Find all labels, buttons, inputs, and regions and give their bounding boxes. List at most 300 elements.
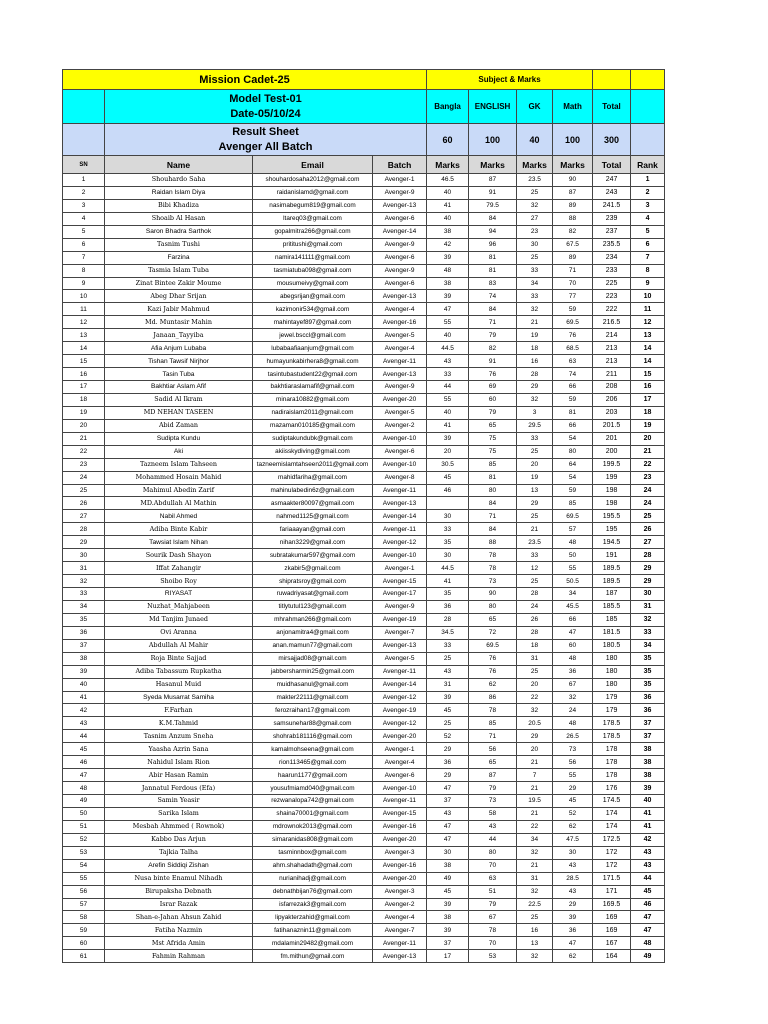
sn-cell: 23 xyxy=(63,458,105,471)
english-cell: 79 xyxy=(469,406,517,419)
total-cell: 213 xyxy=(593,342,631,355)
name-cell: Abir Hasan Ramin xyxy=(105,769,253,782)
bangla-cell: 39 xyxy=(427,432,469,445)
sn-cell: 28 xyxy=(63,523,105,536)
math-cell: 80 xyxy=(553,445,593,458)
email-cell: nasimabegum819@gmail.com xyxy=(253,199,373,212)
batch-cell: Avenger-4 xyxy=(373,342,427,355)
total-cell: 211 xyxy=(593,368,631,381)
english-cell: 73 xyxy=(469,795,517,808)
bangla-cell: 17 xyxy=(427,950,469,963)
rank-cell: 7 xyxy=(631,251,665,264)
table-row xyxy=(63,329,665,342)
gk-cell: 25 xyxy=(517,575,553,588)
rank-cell: 37 xyxy=(631,730,665,743)
math-cell: 89 xyxy=(553,251,593,264)
rank-cell: 26 xyxy=(631,523,665,536)
math-cell: 73 xyxy=(553,743,593,756)
rank-cell: 20 xyxy=(631,432,665,445)
english-cell: 78 xyxy=(469,704,517,717)
name-cell: Abdullah Al Mahir xyxy=(105,639,253,652)
english-cell: 63 xyxy=(469,872,517,885)
english-cell: 73 xyxy=(469,575,517,588)
math-cell: 29 xyxy=(553,898,593,911)
english-cell: 75 xyxy=(469,445,517,458)
table-row xyxy=(63,510,665,523)
name-cell: Tajkia Talha xyxy=(105,846,253,859)
sn-cell: 15 xyxy=(63,355,105,368)
subject-math: Math xyxy=(553,90,593,124)
batch-cell: Avenger-5 xyxy=(373,406,427,419)
math-cell: 48 xyxy=(553,536,593,549)
table-row xyxy=(63,575,665,588)
subject-total: Total xyxy=(593,90,631,124)
total-cell: 203 xyxy=(593,406,631,419)
table-row xyxy=(63,523,665,536)
english-cell: 71 xyxy=(469,316,517,329)
sn-cell: 1 xyxy=(63,174,105,187)
bangla-cell: 35 xyxy=(427,536,469,549)
total-cell: 178 xyxy=(593,769,631,782)
total-cell: 185 xyxy=(593,613,631,626)
total-cell: 187 xyxy=(593,588,631,601)
english-cell: 76 xyxy=(469,665,517,678)
bangla-cell: 40 xyxy=(427,212,469,225)
name-cell: MD.Abdullah Al Mathin xyxy=(105,497,253,510)
gk-cell: 19 xyxy=(517,329,553,342)
bangla-cell: 39 xyxy=(427,924,469,937)
email-cell: ltareq03@gmail.com xyxy=(253,212,373,225)
math-cell: 36 xyxy=(553,665,593,678)
math-cell: 88 xyxy=(553,212,593,225)
table-row xyxy=(63,885,665,898)
table-row xyxy=(63,342,665,355)
sn-cell: 53 xyxy=(63,846,105,859)
sn-cell: 16 xyxy=(63,368,105,381)
empty-cell xyxy=(63,124,105,156)
batch-cell: Avenger-12 xyxy=(373,536,427,549)
email-cell: isfarrezak3@gmail.com xyxy=(253,898,373,911)
gk-cell: 21 xyxy=(517,523,553,536)
bangla-cell: 38 xyxy=(427,277,469,290)
bangla-cell: 44.5 xyxy=(427,342,469,355)
rank-cell: 45 xyxy=(631,885,665,898)
math-cell: 52 xyxy=(553,807,593,820)
gk-cell: 32 xyxy=(517,303,553,316)
bangla-cell: 40 xyxy=(427,329,469,342)
math-cell: 55 xyxy=(553,769,593,782)
bangla-cell: 45 xyxy=(427,704,469,717)
email-cell: akiisskydiving@gmail.com xyxy=(253,445,373,458)
bangla-cell xyxy=(427,497,469,510)
sn-cell: 42 xyxy=(63,704,105,717)
bangla-cell: 47 xyxy=(427,820,469,833)
name-cell: Farzina xyxy=(105,251,253,264)
name-cell: K.M.Tahmid xyxy=(105,717,253,730)
sn-cell: 61 xyxy=(63,950,105,963)
batch-cell: Avenger-13 xyxy=(373,950,427,963)
math-cell: 34 xyxy=(553,588,593,601)
rank-cell: 8 xyxy=(631,264,665,277)
total-cell: 213 xyxy=(593,355,631,368)
table-row xyxy=(63,626,665,639)
bangla-cell: 48 xyxy=(427,264,469,277)
table-row xyxy=(63,950,665,963)
table-row xyxy=(63,458,665,471)
math-cell: 89 xyxy=(553,199,593,212)
total-cell: 180 xyxy=(593,678,631,691)
rank-cell: 36 xyxy=(631,704,665,717)
email-cell: shouhardosaha2012@gmail.com xyxy=(253,174,373,187)
math-cell: 56 xyxy=(553,756,593,769)
rank-cell: 17 xyxy=(631,393,665,406)
math-cell: 87 xyxy=(553,186,593,199)
sn-cell: 17 xyxy=(63,381,105,394)
email-cell: lubabaafiaanjum@gmail.com xyxy=(253,342,373,355)
name-cell: Sourik Dash Shayon xyxy=(105,549,253,562)
batch-cell: Avenger-3 xyxy=(373,885,427,898)
math-cell: 26.5 xyxy=(553,730,593,743)
bangla-cell: 34.5 xyxy=(427,626,469,639)
batch-label: Avenger All Batch xyxy=(218,140,313,153)
bangla-cell: 36 xyxy=(427,600,469,613)
batch-cell: Avenger-10 xyxy=(373,458,427,471)
gk-cell: 29.5 xyxy=(517,419,553,432)
email-cell: jabbersharmin25@gmail.com xyxy=(253,665,373,678)
bangla-cell: 38 xyxy=(427,225,469,238)
total-cell: 172.5 xyxy=(593,833,631,846)
email-cell: asmaakter80097@gmail.com xyxy=(253,497,373,510)
gk-cell: 33 xyxy=(517,290,553,303)
gk-cell: 19 xyxy=(517,471,553,484)
gk-cell: 25 xyxy=(517,186,553,199)
sn-cell: 31 xyxy=(63,562,105,575)
bangla-cell: 43 xyxy=(427,807,469,820)
gk-cell: 3 xyxy=(517,406,553,419)
table-row xyxy=(63,872,665,885)
sn-cell: 44 xyxy=(63,730,105,743)
gk-cell: 13 xyxy=(517,937,553,950)
empty-cell xyxy=(593,70,631,90)
gk-cell: 22 xyxy=(517,691,553,704)
batch-cell: Avenger-12 xyxy=(373,691,427,704)
name-cell: Kabbo Das Arjun xyxy=(105,833,253,846)
total-cell: 234 xyxy=(593,251,631,264)
math-cell: 59 xyxy=(553,484,593,497)
rank-cell: 25 xyxy=(631,510,665,523)
bangla-cell: 29 xyxy=(427,769,469,782)
english-cell: 84 xyxy=(469,523,517,536)
gk-cell: 20 xyxy=(517,678,553,691)
bangla-cell: 38 xyxy=(427,911,469,924)
rank-cell: 35 xyxy=(631,652,665,665)
rank-cell: 47 xyxy=(631,911,665,924)
email-cell: prititushi@gmail.com xyxy=(253,238,373,251)
email-cell: yousufmiamd040@gmail.com xyxy=(253,782,373,795)
batch-cell: Avenger-9 xyxy=(373,264,427,277)
math-cell: 67 xyxy=(553,678,593,691)
total-cell: 200 xyxy=(593,445,631,458)
total-cell: 180.5 xyxy=(593,639,631,652)
table-row xyxy=(63,445,665,458)
batch-cell: Avenger-10 xyxy=(373,432,427,445)
gk-cell: 34 xyxy=(517,833,553,846)
rank-cell: 44 xyxy=(631,872,665,885)
gk-cell: 29 xyxy=(517,497,553,510)
email-cell: haarun1177@gmail.com xyxy=(253,769,373,782)
math-cell: 54 xyxy=(553,471,593,484)
name-cell: Shoaib Al Hasan xyxy=(105,212,253,225)
math-cell: 82 xyxy=(553,225,593,238)
batch-cell: Avenger-16 xyxy=(373,820,427,833)
name-cell: Mahimul Abedin Zarif xyxy=(105,484,253,497)
math-cell: 81 xyxy=(553,406,593,419)
gk-cell: 32 xyxy=(517,393,553,406)
email-cell: mousumeivy@gmail.com xyxy=(253,277,373,290)
batch-cell: Avenger-15 xyxy=(373,575,427,588)
full-marks-english: 100 xyxy=(469,124,517,156)
batch-cell: Avenger-20 xyxy=(373,730,427,743)
math-cell: 32 xyxy=(553,691,593,704)
email-cell: nurianihadj@gmail.com xyxy=(253,872,373,885)
batch-cell: Avenger-4 xyxy=(373,303,427,316)
bangla-cell: 35 xyxy=(427,588,469,601)
batch-cell: Avenger-1 xyxy=(373,562,427,575)
english-cell: 69.5 xyxy=(469,639,517,652)
name-cell: Tasnim Anzum Sneha xyxy=(105,730,253,743)
gk-cell: 19.5 xyxy=(517,795,553,808)
english-cell: 87 xyxy=(469,769,517,782)
name-cell: Tasnim Tushi xyxy=(105,238,253,251)
bangla-cell: 39 xyxy=(427,290,469,303)
email-cell: kazimonir534@gmail.com xyxy=(253,303,373,316)
email-cell: sudiptakundubk@gmail.com xyxy=(253,432,373,445)
english-cell: 65 xyxy=(469,613,517,626)
email-cell: tasmiatuba098@gmail.com xyxy=(253,264,373,277)
bangla-cell: 30 xyxy=(427,846,469,859)
total-cell: 235.5 xyxy=(593,238,631,251)
table-row xyxy=(63,756,665,769)
bangla-cell: 38 xyxy=(427,859,469,872)
sn-cell: 25 xyxy=(63,484,105,497)
table-row xyxy=(63,264,665,277)
email-cell: nahmed1125@gmail.com xyxy=(253,510,373,523)
math-cell: 74 xyxy=(553,368,593,381)
bangla-cell: 55 xyxy=(427,316,469,329)
bangla-cell: 39 xyxy=(427,691,469,704)
sn-cell: 54 xyxy=(63,859,105,872)
name-cell: Tishan Tawsif Nirjhor xyxy=(105,355,253,368)
rank-cell: 13 xyxy=(631,329,665,342)
sn-cell: 11 xyxy=(63,303,105,316)
gk-cell: 24 xyxy=(517,600,553,613)
gk-cell: 18 xyxy=(517,342,553,355)
full-marks-gk: 40 xyxy=(517,124,553,156)
bangla-cell: 41 xyxy=(427,575,469,588)
gk-cell: 12 xyxy=(517,562,553,575)
bangla-cell: 43 xyxy=(427,355,469,368)
total-cell: 189.5 xyxy=(593,575,631,588)
batch-cell: Avenger-7 xyxy=(373,626,427,639)
english-cell: 78 xyxy=(469,924,517,937)
sn-cell: 48 xyxy=(63,782,105,795)
english-cell: 78 xyxy=(469,562,517,575)
english-cell: 91 xyxy=(469,186,517,199)
name-cell: Raidan Islam Diya xyxy=(105,186,253,199)
rank-cell: 18 xyxy=(631,406,665,419)
gk-cell: 16 xyxy=(517,924,553,937)
gk-cell: 32 xyxy=(517,950,553,963)
batch-cell: Avenger-19 xyxy=(373,704,427,717)
total-cell: 222 xyxy=(593,303,631,316)
math-cell: 85 xyxy=(553,497,593,510)
bangla-cell: 52 xyxy=(427,730,469,743)
name-cell: Zinat Bintee Zakir Moume xyxy=(105,277,253,290)
col-header-gk-marks: Marks xyxy=(517,156,553,174)
gk-cell: 28 xyxy=(517,368,553,381)
total-cell: 199.5 xyxy=(593,458,631,471)
english-cell: 94 xyxy=(469,225,517,238)
total-cell: 201.5 xyxy=(593,419,631,432)
english-cell: 65 xyxy=(469,419,517,432)
name-cell: Nabil Ahmed xyxy=(105,510,253,523)
sn-cell: 55 xyxy=(63,872,105,885)
rank-cell: 28 xyxy=(631,549,665,562)
gk-cell: 22 xyxy=(517,820,553,833)
batch-cell: Avenger-13 xyxy=(373,368,427,381)
email-cell: mdalamin29482@gmail.com xyxy=(253,937,373,950)
math-cell: 63 xyxy=(553,355,593,368)
gk-cell: 18 xyxy=(517,639,553,652)
sn-cell: 56 xyxy=(63,885,105,898)
batch-cell: Avenger-5 xyxy=(373,329,427,342)
batch-cell: Avenger-11 xyxy=(373,484,427,497)
empty-cell xyxy=(631,90,665,124)
rank-cell: 29 xyxy=(631,562,665,575)
sn-cell: 34 xyxy=(63,600,105,613)
col-header-name: Name xyxy=(105,156,253,174)
english-cell: 75 xyxy=(469,432,517,445)
table-row xyxy=(63,381,665,394)
bangla-cell: 30.5 xyxy=(427,458,469,471)
math-cell: 47 xyxy=(553,937,593,950)
bangla-cell: 44.5 xyxy=(427,562,469,575)
rank-cell: 9 xyxy=(631,277,665,290)
batch-cell: Avenger-3 xyxy=(373,846,427,859)
batch-cell: Avenger-13 xyxy=(373,639,427,652)
math-cell: 24 xyxy=(553,704,593,717)
name-cell: Fatiha Nazmin xyxy=(105,924,253,937)
batch-cell: Avenger-1 xyxy=(373,174,427,187)
batch-cell: Avenger-9 xyxy=(373,600,427,613)
english-cell: 82 xyxy=(469,342,517,355)
bangla-cell: 30 xyxy=(427,510,469,523)
rank-cell: 22 xyxy=(631,458,665,471)
table-row xyxy=(63,174,665,187)
gk-cell: 28 xyxy=(517,626,553,639)
sn-cell: 33 xyxy=(63,588,105,601)
sn-cell: 29 xyxy=(63,536,105,549)
email-cell: anan.mamun77@gmail.com xyxy=(253,639,373,652)
email-cell: ahm.shahadath@gmail.com xyxy=(253,859,373,872)
name-cell: Saron Bhadra Sarthok xyxy=(105,225,253,238)
bangla-cell: 36 xyxy=(427,756,469,769)
rank-cell: 1 xyxy=(631,174,665,187)
name-cell: Sarika Islam xyxy=(105,807,253,820)
table-row xyxy=(63,238,665,251)
total-cell: 199 xyxy=(593,471,631,484)
sn-cell: 4 xyxy=(63,212,105,225)
rank-cell: 16 xyxy=(631,381,665,394)
english-cell: 71 xyxy=(469,730,517,743)
email-cell: bakhtiaraslamafif@gmail.com xyxy=(253,381,373,394)
batch-cell: Avenger-16 xyxy=(373,859,427,872)
english-cell: 79 xyxy=(469,329,517,342)
table-row xyxy=(63,277,665,290)
email-cell: zkabir5@gmail.com xyxy=(253,562,373,575)
email-cell: lipyakterzahid@gmail.com xyxy=(253,911,373,924)
total-cell: 178 xyxy=(593,756,631,769)
rank-cell: 37 xyxy=(631,717,665,730)
batch-cell: Avenger-11 xyxy=(373,937,427,950)
result-sheet-info xyxy=(105,124,427,156)
sn-cell: 19 xyxy=(63,406,105,419)
gk-cell: 27 xyxy=(517,212,553,225)
total-cell: 179 xyxy=(593,704,631,717)
math-cell: 57 xyxy=(553,523,593,536)
english-cell: 56 xyxy=(469,743,517,756)
sn-cell: 35 xyxy=(63,613,105,626)
col-header-math-marks: Marks xyxy=(553,156,593,174)
table-row xyxy=(63,743,665,756)
english-cell: 83 xyxy=(469,277,517,290)
batch-cell: Avenger-14 xyxy=(373,225,427,238)
sn-cell: 5 xyxy=(63,225,105,238)
bangla-cell: 55 xyxy=(427,393,469,406)
english-cell: 69 xyxy=(469,381,517,394)
table-row xyxy=(63,600,665,613)
bangla-cell: 39 xyxy=(427,898,469,911)
name-cell: Shouhardo Saha xyxy=(105,174,253,187)
english-cell: 80 xyxy=(469,484,517,497)
col-header-email: Email xyxy=(253,156,373,174)
total-cell: 169 xyxy=(593,924,631,937)
rank-cell: 31 xyxy=(631,600,665,613)
name-cell: Sudipta Kundu xyxy=(105,432,253,445)
math-cell: 64 xyxy=(553,458,593,471)
table-row xyxy=(63,704,665,717)
table-row xyxy=(63,898,665,911)
english-cell: 76 xyxy=(469,652,517,665)
result-sheet-label: Result Sheet xyxy=(232,125,299,138)
rank-cell: 27 xyxy=(631,536,665,549)
name-cell: Mst Afrida Amin xyxy=(105,937,253,950)
total-cell: 172 xyxy=(593,859,631,872)
total-cell: 164 xyxy=(593,950,631,963)
table-row xyxy=(63,225,665,238)
total-cell: 225 xyxy=(593,277,631,290)
sn-cell: 13 xyxy=(63,329,105,342)
english-cell: 88 xyxy=(469,536,517,549)
col-header-total: Total xyxy=(593,156,631,174)
english-cell: 80 xyxy=(469,846,517,859)
rank-cell: 3 xyxy=(631,199,665,212)
rank-cell: 35 xyxy=(631,665,665,678)
gk-cell: 13 xyxy=(517,484,553,497)
sn-cell: 51 xyxy=(63,820,105,833)
english-cell: 74 xyxy=(469,290,517,303)
english-cell: 87 xyxy=(469,174,517,187)
